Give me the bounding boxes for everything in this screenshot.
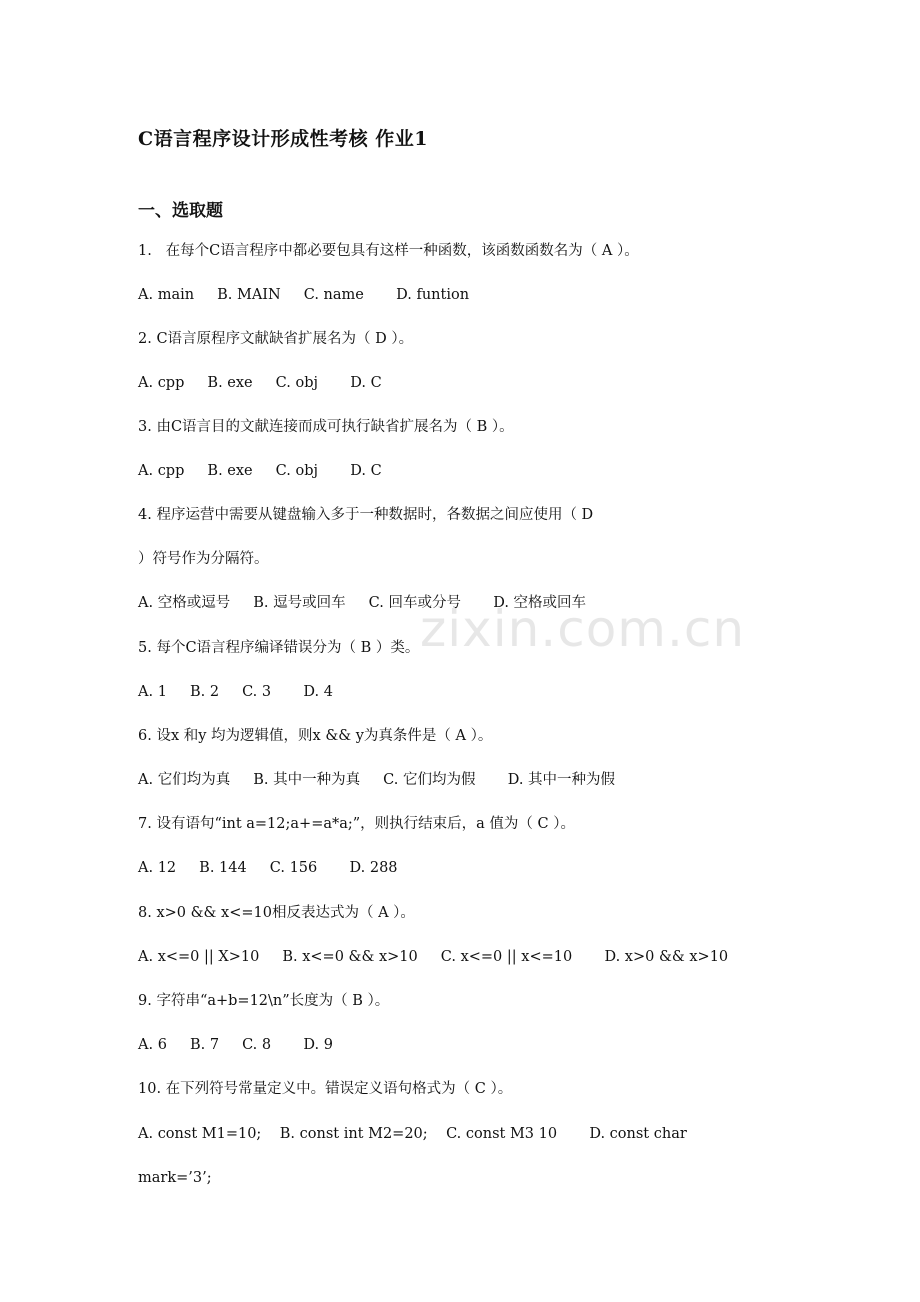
options-8: A. x<=0 || X>10 B. x<=0 && x>10 C. x<=0 || x<=10 D. x>0 && x>10	[138, 949, 729, 965]
document-title: C语言程序设计形成性考核 作业1	[138, 128, 428, 150]
options-7: A. 12 B. 144 C. 156 D. 288	[138, 860, 398, 876]
question-5: 5. 每个C语言程序编译错误分为（ B ）类。	[138, 640, 420, 656]
options-2: A. cpp B. exe C. obj D. C	[138, 375, 382, 391]
options-10-continued: mark=’3’;	[138, 1170, 212, 1186]
options-5: A. 1 B. 2 C. 3 D. 4	[138, 684, 333, 700]
question-6: 6. 设x 和y 均为逻辑值，则x && y为真条件是（ A ）。	[138, 728, 493, 744]
watermark: zixin.com.cn	[420, 600, 746, 658]
options-9: A. 6 B. 7 C. 8 D. 9	[138, 1037, 333, 1053]
options-10: A. const M1=10; B. const int M2=20; C. const M3 10 D. const char	[138, 1126, 687, 1142]
question-8: 8. x>0 && x<=10相反表达式为（ A ）。	[138, 905, 415, 921]
question-1: 1. 在每个C语言程序中都必要包具有这样一种函数，该函数函数名为（ A ）。	[138, 243, 639, 259]
section-heading: 一、选取题	[138, 201, 223, 221]
question-10: 10. 在下列符号常量定义中。错误定义语句格式为（ C ）。	[138, 1081, 513, 1097]
question-4: 4. 程序运营中需要从键盘输入多于一种数据时，各数据之间应使用（ D	[138, 507, 594, 523]
options-1: A. main B. MAIN C. name D. funtion	[138, 287, 470, 303]
options-4: A. 空格或逗号 B. 逗号或回车 C. 回车或分号 D. 空格或回车	[138, 595, 587, 611]
options-6: A. 它们均为真 B. 其中一种为真 C. 它们均为假 D. 其中一种为假	[138, 772, 616, 788]
question-4-continued: ）符号作为分隔符。	[138, 551, 269, 567]
question-3: 3. 由C语言目的文献连接而成可执行缺省扩展名为（ B ）。	[138, 419, 514, 435]
question-2: 2. C语言原程序文献缺省扩展名为（ D ）。	[138, 331, 414, 347]
question-7: 7. 设有语句“int a=12;a+=a*a;”，则执行结束后，a 值为（ C ）。	[138, 816, 575, 832]
question-9: 9. 字符串“a+b=12\n”长度为（ B ）。	[138, 993, 390, 1009]
options-3: A. cpp B. exe C. obj D. C	[138, 463, 382, 479]
